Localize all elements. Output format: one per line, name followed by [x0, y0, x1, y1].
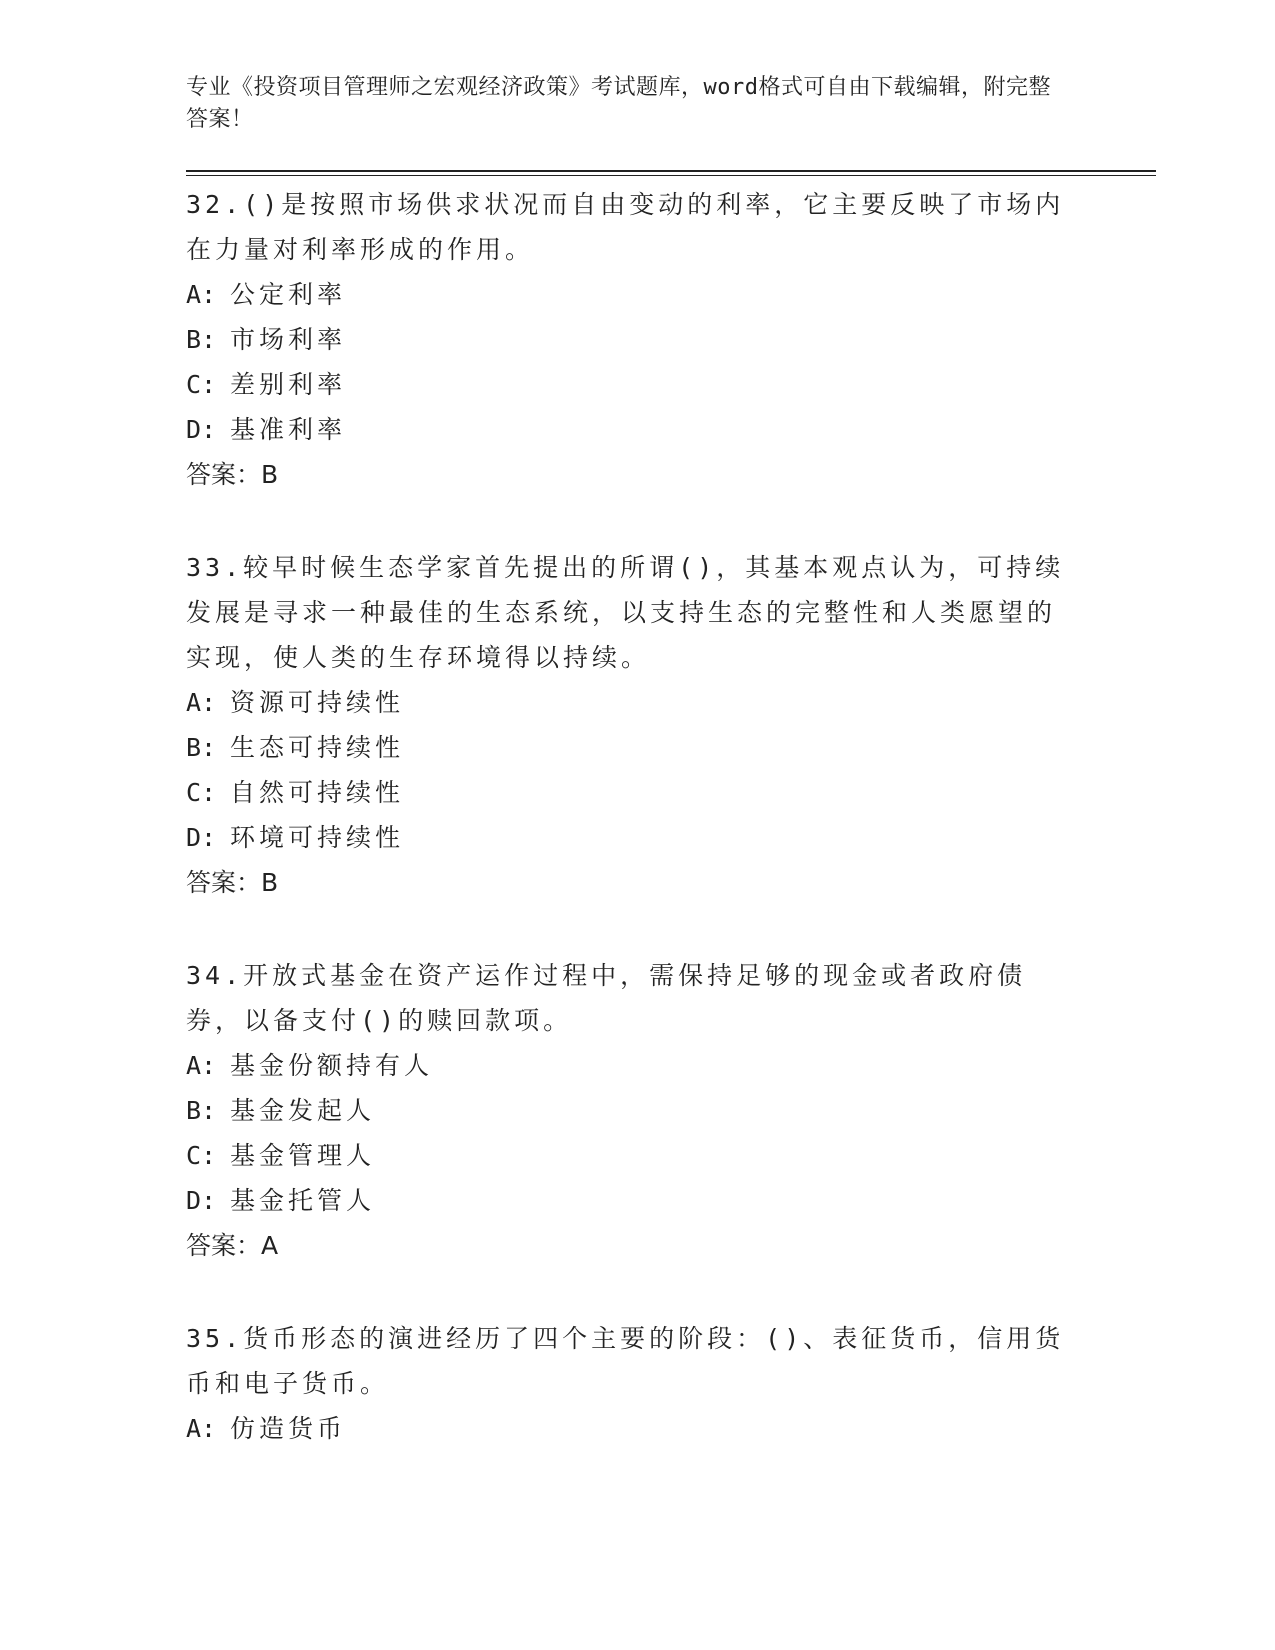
question-35: [186, 1316, 1156, 1451]
option-a: [186, 1043, 1156, 1088]
option-text: 资源可持续性: [230, 688, 405, 717]
option-b: [186, 1088, 1156, 1133]
option-text: 公定利率: [230, 280, 347, 309]
document-header: 专业《投资项目管理师之宏观经济政策》考试题库，word格式可自由下载编辑，附完整答案！: [186, 75, 1051, 132]
question-34: [186, 953, 1156, 1268]
divider-line-thin: [186, 175, 1156, 176]
option-text: 差别利率: [230, 370, 347, 399]
question-stem: 35.货币形态的演进经历了四个主要的阶段：()、表征货币，信用货币和电子货币。: [186, 1324, 1065, 1398]
option-label: A:: [186, 280, 217, 309]
option-label: C:: [186, 778, 217, 807]
option-a: [186, 272, 1156, 317]
document-page: [186, 72, 1156, 1499]
option-label: A:: [186, 1051, 217, 1080]
option-label: B:: [186, 325, 217, 354]
question-32: [186, 182, 1156, 497]
option-d: [186, 815, 1156, 860]
option-text: 基金管理人: [230, 1141, 376, 1170]
option-label: B:: [186, 1096, 217, 1125]
option-text: 基金托管人: [230, 1186, 376, 1215]
question-stem: 34.开放式基金在资产运作过程中，需保持足够的现金或者政府债券，以备支付()的赎回款项。: [186, 961, 1027, 1035]
question-stem: 33.较早时候生态学家首先提出的所谓()，其基本观点认为，可持续发展是寻求一种最佳的生态系统，以支持生态的完整性和人类愿望的实现，使人类的生存环境得以持续。: [186, 553, 1065, 672]
option-label: A:: [186, 688, 217, 717]
option-d: [186, 407, 1156, 452]
question-stem: 32.()是按照市场供求状况而自由变动的利率，它主要反映了市场内在力量对利率形成的作用。: [186, 190, 1065, 264]
option-a: [186, 1406, 1156, 1451]
option-label: D:: [186, 1186, 217, 1215]
option-a: [186, 680, 1156, 725]
option-b: [186, 725, 1156, 770]
divider-line-thick: [186, 170, 1156, 172]
option-text: 基准利率: [230, 415, 347, 444]
question-33: [186, 545, 1156, 905]
option-c: [186, 362, 1156, 407]
answer-line: 答案：B: [186, 868, 279, 897]
option-c: [186, 1133, 1156, 1178]
option-c: [186, 770, 1156, 815]
option-label: C:: [186, 370, 217, 399]
option-label: D:: [186, 415, 217, 444]
option-label: C:: [186, 1141, 217, 1170]
option-text: 仿造货币: [230, 1414, 347, 1443]
option-label: A:: [186, 1414, 217, 1443]
option-text: 自然可持续性: [230, 778, 405, 807]
option-label: D:: [186, 823, 217, 852]
option-text: 基金发起人: [230, 1096, 376, 1125]
option-text: 市场利率: [230, 325, 347, 354]
header-divider: [186, 170, 1156, 176]
question-list: [186, 182, 1156, 1451]
answer-line: 答案：B: [186, 460, 279, 489]
option-text: 生态可持续性: [230, 733, 405, 762]
option-text: 环境可持续性: [230, 823, 405, 852]
option-label: B:: [186, 733, 217, 762]
option-d: [186, 1178, 1156, 1223]
answer-line: 答案：A: [186, 1231, 279, 1260]
option-b: [186, 317, 1156, 362]
option-text: 基金份额持有人: [230, 1051, 434, 1080]
